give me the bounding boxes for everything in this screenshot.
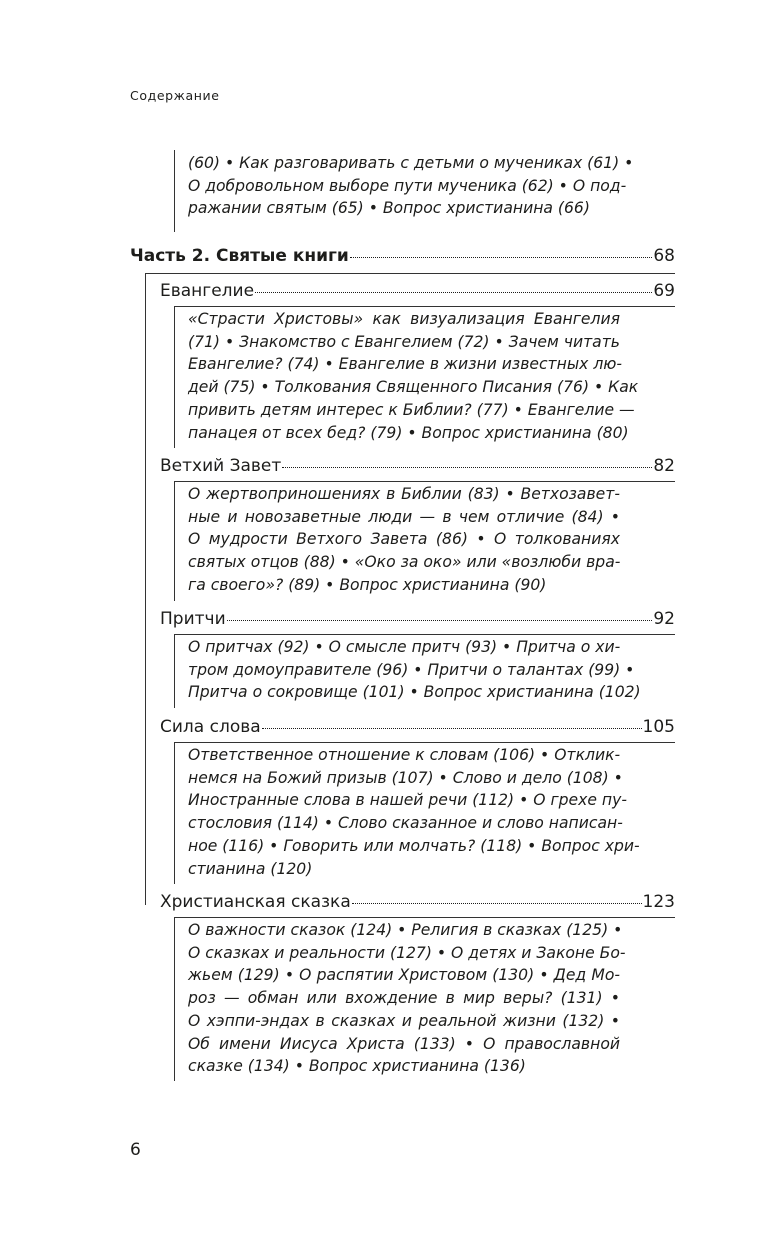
section-bracket: [174, 917, 175, 1081]
toc-page-number: 105: [642, 717, 675, 737]
part-bracket: [145, 273, 146, 905]
page-number: 6: [130, 1140, 141, 1160]
text-line: ное (116) • Говорить или молчать? (118) • Вопрос хри-: [188, 836, 640, 855]
toc-page-number: 68: [653, 246, 675, 266]
text-line: немся на Божий призыв (107) • Слово и дело (108) •: [188, 768, 623, 787]
text-line: стословия (114) • Слово сказанное и слово написан-: [188, 814, 623, 833]
section-bracket: [174, 742, 175, 884]
section-bracket-top: [174, 306, 675, 307]
dot-leader: [262, 728, 642, 729]
text-line: га своего»? (89) • Вопрос христианина (90): [188, 575, 547, 594]
text-line: О хэппи-эндах в сказках и реальной жизни (132) •: [188, 1011, 620, 1030]
text-line: тром домоуправителе (96) • Притчи о талантах (99) •: [188, 660, 635, 679]
text-line: О мудрости Ветхого Завета (86) • О толкованиях: [188, 530, 620, 549]
text-line: Об имени Иисуса Христа (133) • О православной: [188, 1034, 620, 1053]
text-line: роз — обман или вхождение в мир веры? (131) •: [188, 989, 620, 1008]
toc-section-entry[interactable]: [160, 608, 675, 630]
text-line: дей (75) • Толкования Священного Писания (76) • Как: [188, 378, 639, 397]
text-line: О сказках и реальности (127) • О детях и Законе Бо-: [188, 943, 626, 962]
text-line: привить детям интерес к Библии? (77) • Евангелие —: [188, 400, 635, 419]
text-line: святых отцов (88) • «Око за око» или «возлюби вра-: [188, 553, 621, 572]
toc-section-entry[interactable]: [160, 455, 675, 477]
toc-part-title: Часть 2. Святые книги: [130, 246, 349, 266]
text-line: «Страсти Христовы» как визуализация Евангелия: [188, 310, 620, 328]
section-bracket: [174, 634, 175, 708]
section-bracket-top: [174, 917, 675, 918]
section-bracket-top: [174, 481, 675, 482]
toc-page-number: 123: [642, 892, 675, 912]
toc-page-number: 92: [653, 609, 675, 629]
toc-section-title: Сила слова: [160, 717, 261, 737]
text-line: Притча о сокровище (101) • Вопрос христианина (102): [188, 683, 641, 702]
text-line: О притчах (92) • О смысле притч (93) • Притча о хи-: [188, 638, 621, 656]
dot-leader: [227, 620, 653, 621]
text-line: (71) • Знакомство с Евангелием (72) • Зачем читать: [188, 332, 620, 351]
toc-page-number: 69: [653, 281, 675, 301]
part-bracket-top: [145, 273, 675, 274]
dot-leader: [350, 257, 653, 258]
toc-section-entry[interactable]: [160, 280, 675, 302]
dot-leader: [255, 292, 652, 293]
text-line: сказке (134) • Вопрос христианина (136): [188, 1057, 526, 1076]
text-line: (60) • Как разговаривать с детьми о мучениках (61) •: [188, 154, 634, 172]
section-bracket: [174, 306, 175, 448]
toc-section-title: Христианская сказка: [160, 892, 351, 912]
toc-page-number: 82: [653, 456, 675, 476]
section-topics: [188, 483, 620, 597]
text-line: Евангелие? (74) • Евангелие в жизни известных лю-: [188, 355, 623, 374]
section-bracket-top: [174, 634, 675, 635]
text-line: стианина (120): [188, 859, 313, 878]
text-line: ражании святым (65) • Вопрос христианина (66): [188, 199, 590, 218]
dot-leader: [352, 903, 642, 904]
dot-leader: [282, 467, 652, 468]
text-line: О добровольном выборе пути мученика (62) • О под-: [188, 176, 627, 195]
text-line: Иностранные слова в нашей речи (112) • О грехе пу-: [188, 791, 627, 810]
continuation-text: [188, 152, 634, 220]
toc-section-entry[interactable]: [160, 716, 675, 738]
section-topics: [188, 919, 626, 1078]
text-line: О важности сказок (124) • Религия в сказках (125) •: [188, 921, 623, 939]
toc-section-title: Евангелие: [160, 281, 255, 301]
text-line: ные и новозаветные люди — в чем отличие (84) •: [188, 507, 620, 526]
section-topics: [188, 308, 639, 444]
continuation-bracket: [174, 150, 175, 232]
section-bracket: [174, 481, 175, 601]
section-bracket-top: [174, 742, 675, 743]
text-line: Ответственное отношение к словам (106) • Отклик-: [188, 746, 621, 764]
text-line: жьем (129) • О распятии Христовом (130) • Дед Мо-: [188, 966, 620, 985]
running-header: Содержание: [130, 88, 220, 103]
toc-section-title: Ветхий Завет: [160, 456, 282, 476]
section-topics: [188, 744, 640, 880]
text-line: панацея от всех бед? (79) • Вопрос христианина (80): [188, 423, 629, 442]
section-topics: [188, 636, 641, 704]
text-line: О жертвоприношениях в Библии (83) • Ветхозавет-: [188, 485, 620, 503]
toc-section-entry[interactable]: [160, 891, 675, 913]
toc-section-title: Притчи: [160, 609, 226, 629]
toc-part-entry[interactable]: [130, 245, 675, 267]
